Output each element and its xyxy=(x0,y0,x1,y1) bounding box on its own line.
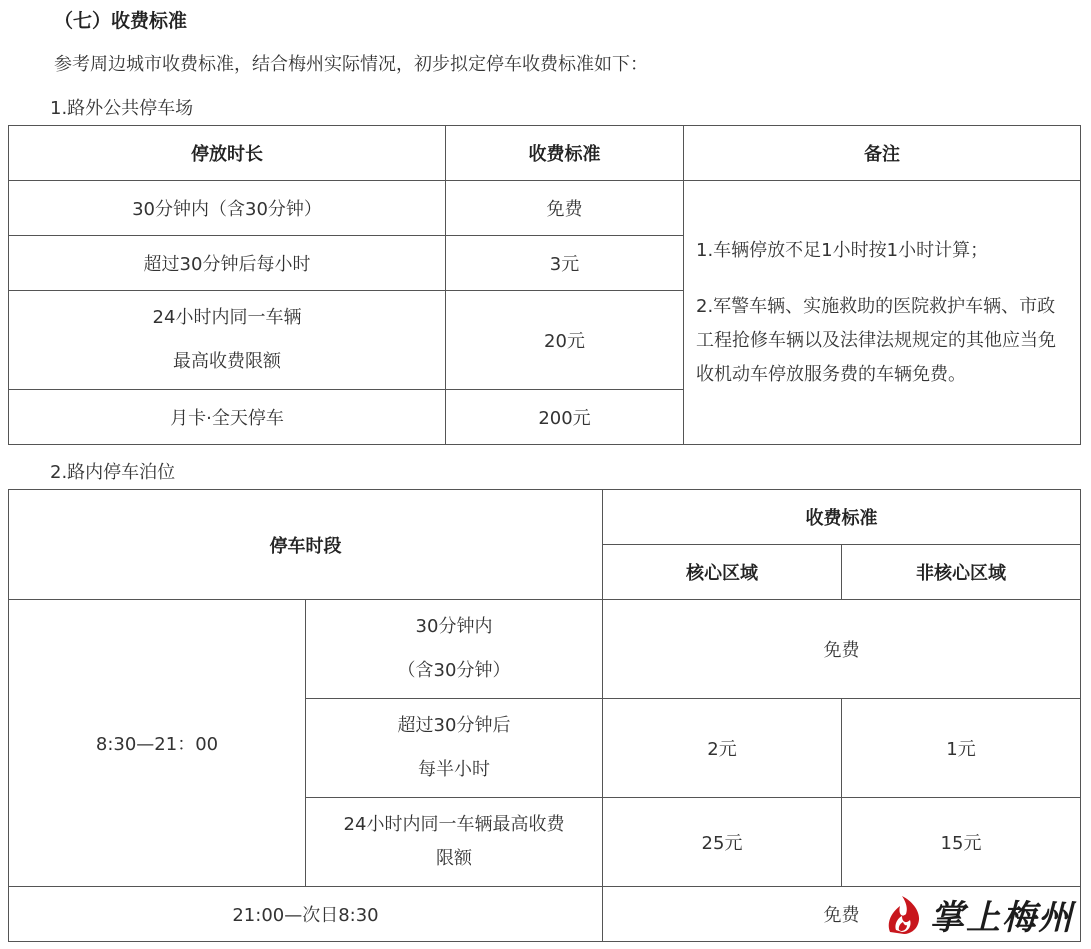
fee-cell: 200元 xyxy=(446,390,684,445)
noncore-fee-cell: 15元 xyxy=(842,798,1081,887)
header-duration: 停放时长 xyxy=(9,126,446,181)
duration-cell xyxy=(9,291,446,390)
logo-text: 掌上梅州 xyxy=(930,898,1074,938)
noncore-fee-cell: 1元 xyxy=(842,699,1081,798)
section1-title: 1.路外公共停车场 xyxy=(50,98,194,119)
subperiod-line: 超过30分钟后 xyxy=(397,715,511,736)
subperiod-line: 24小时内同一车辆最高收费 xyxy=(343,814,565,835)
intro-text: 参考周边城市收费标准，结合梅州实际情况，初步拟定停车收费标准如下： xyxy=(54,54,648,75)
header-fee: 收费标准 xyxy=(446,126,684,181)
duration-cell: 月卡·全天停车 xyxy=(9,390,446,445)
night-fee-cell: 免费 xyxy=(603,887,1081,942)
core-fee-cell: 2元 xyxy=(603,699,842,798)
duration-cell: 超过30分钟后每小时 xyxy=(9,236,446,291)
header-fee-standard: 收费标准 xyxy=(603,490,1081,545)
subperiod-cell xyxy=(306,798,603,887)
day-period-cell: 8:30—21：00 xyxy=(9,600,306,887)
core-fee-cell: 25元 xyxy=(603,798,842,887)
fee-cell: 3元 xyxy=(446,236,684,291)
header-period: 停车时段 xyxy=(9,490,603,600)
flame-logo-icon xyxy=(884,894,924,936)
subperiod-line: 30分钟内 xyxy=(415,616,493,637)
duration-cell: 30分钟内（含30分钟） xyxy=(9,181,446,236)
subperiod-line: （含30分钟） xyxy=(397,660,511,681)
subperiod-line: 限额 xyxy=(436,848,472,869)
onstreet-fee-table xyxy=(8,489,1081,942)
header-core-area: 核心区域 xyxy=(603,545,842,600)
section2-title: 2.路内停车泊位 xyxy=(50,462,176,483)
duration-line: 24小时内同一车辆 xyxy=(152,307,302,328)
subperiod-cell xyxy=(306,600,603,699)
fee-free-cell: 免费 xyxy=(603,600,1081,699)
fee-cell: 20元 xyxy=(446,291,684,390)
fee-cell: 免费 xyxy=(446,181,684,236)
offstreet-fee-table xyxy=(8,125,1081,445)
subperiod-cell xyxy=(306,699,603,798)
remarks-cell xyxy=(684,181,1081,445)
app-watermark-logo xyxy=(884,890,1074,939)
header-remarks: 备注 xyxy=(684,126,1081,181)
header-noncore-area: 非核心区域 xyxy=(842,545,1081,600)
remark-item: 1.车辆停放不足1小时按1小时计算； xyxy=(696,239,989,261)
subperiod-line: 每半小时 xyxy=(418,759,490,780)
duration-line: 最高收费限额 xyxy=(173,351,281,372)
night-period-cell: 21:00—次日8:30 xyxy=(9,887,603,942)
remark-item: 2.军警车辆、实施救助的医院救护车辆、市政工程抢修车辆以及法律法规规定的其他应当免收机动车停放服务费的车辆免费。 xyxy=(696,295,1056,385)
section-heading: （七）收费标准 xyxy=(54,10,188,32)
